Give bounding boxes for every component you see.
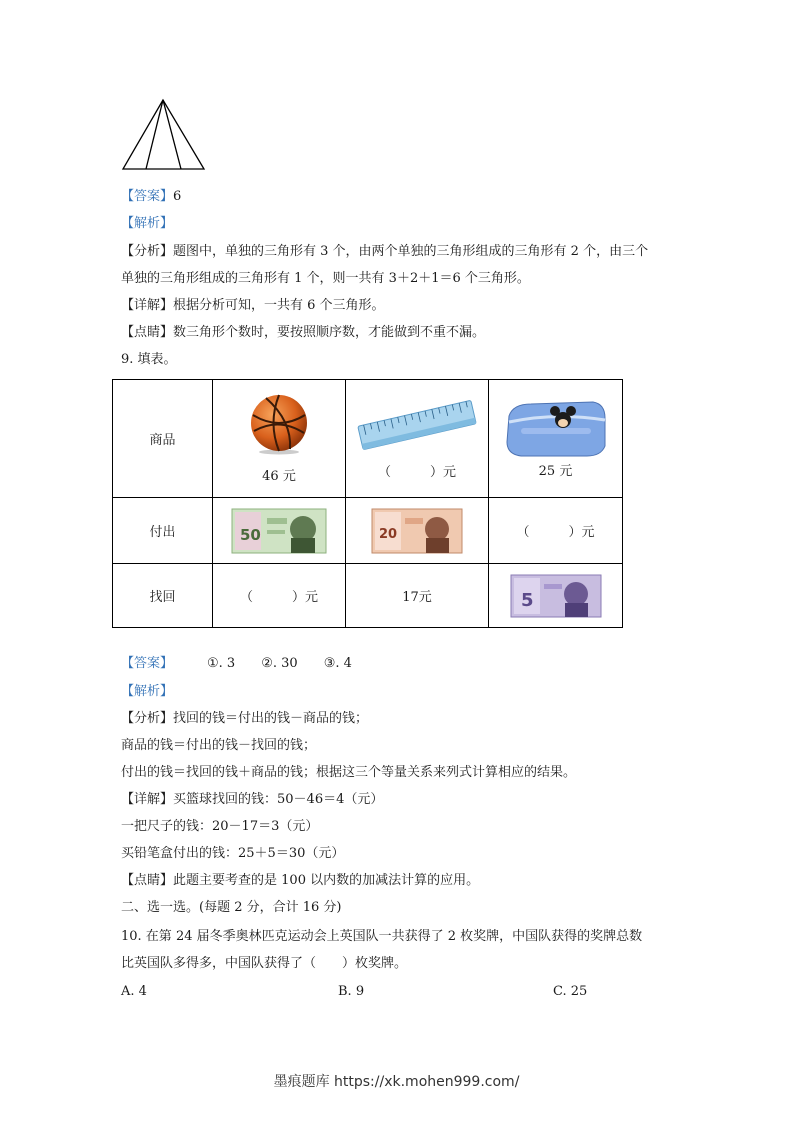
q8-answer: 【答案】6: [121, 189, 182, 204]
pencil-case-image: [501, 398, 611, 458]
cell-paid-50: [213, 498, 346, 564]
banknote-5-image: [510, 574, 602, 618]
q10-option-a[interactable]: A. 4: [121, 984, 147, 999]
footer-watermark: 墨痕题库 https://xk.mohen999.com/: [273, 1074, 520, 1090]
q8-detail: 【详解】根据分析可知，一共有 6 个三角形。: [121, 298, 385, 313]
answer-2: ②. 30: [261, 656, 298, 671]
banknote-50-image: [231, 508, 327, 554]
cell-change-17: 17元: [346, 564, 489, 628]
cell-paid-20: [346, 498, 489, 564]
q9-answer: [121, 655, 352, 673]
cell-paid-blank: （ ）元: [489, 498, 623, 564]
cell-basketball: [213, 380, 346, 498]
q9-detail-line-3: 买铅笔盒付出的钱：25＋5＝30（元）: [121, 846, 345, 861]
q10-text-line-2: 比英国队多得多，中国队获得了（ ）枚奖牌。: [121, 956, 408, 971]
answer-tag: 【答案】: [121, 656, 174, 671]
q8-tip: 【点睛】数三角形个数时，要按照顺序数，才能做到不重不漏。: [121, 325, 486, 340]
cell-pencil-case: [489, 380, 623, 498]
row-label-goods: 商品: [113, 380, 213, 498]
cell-ruler: [346, 380, 489, 498]
banknote-20-image: [371, 508, 463, 554]
q8-analysis-line-1: 【分析】题图中，单独的三角形有 3 个，由两个单独的三角形组成的三角形有 2 个，由三个: [121, 244, 649, 259]
q8-analysis-tag: 【解析】: [121, 216, 174, 231]
price-ruler: （ ）元: [377, 465, 456, 480]
q8-analysis-line-2: 单独的三角形组成的三角形有 1 个，则一共有 3＋2＋1＝6 个三角形。: [121, 271, 530, 286]
triangle-figure: [121, 98, 207, 172]
cell-change-5: [489, 564, 623, 628]
q9-analysis-line-1: 【分析】找回的钱＝付出的钱－商品的钱；: [121, 711, 369, 726]
basketball-image: [248, 393, 310, 455]
q10-option-b[interactable]: B. 9: [338, 984, 365, 999]
price-basketball: 46 元: [262, 469, 296, 484]
row-label-paid: 付出: [113, 498, 213, 564]
q10-option-c[interactable]: C. 25: [553, 984, 588, 999]
banknote-50-label: 50: [240, 525, 261, 544]
q9-detail-line-2: 一把尺子的钱：20－17＝3（元）: [121, 819, 319, 834]
section-2-title: 二、选一选。(每题 2 分，合计 16 分): [121, 900, 342, 915]
cell-change-blank: （ ）元: [213, 564, 346, 628]
price-pencil-case: 25 元: [538, 464, 573, 479]
answer-3: ③. 4: [323, 656, 352, 671]
q9-analysis-line-3: 付出的钱＝找回的钱＋商品的钱；根据这三个等量关系来列式计算相应的结果。: [121, 765, 577, 780]
q9-detail-line-1: 【详解】买篮球找回的钱：50－46＝4（元）: [121, 792, 384, 807]
q9-tip: 【点睛】此题主要考查的是 100 以内数的加减法计算的应用。: [121, 873, 480, 888]
answer-1: ①. 3: [207, 656, 236, 671]
banknote-20-label: 20: [379, 526, 398, 542]
q9-analysis-line-2: 商品的钱＝付出的钱－找回的钱；: [121, 738, 317, 753]
answer-tag: 【答案】: [121, 189, 174, 204]
fill-table: [112, 379, 623, 628]
row-label-change: 找回: [113, 564, 213, 628]
q9-title: 9. 填表。: [121, 352, 177, 367]
banknote-5-label: 5: [520, 589, 534, 611]
q10-text-line-1: 10. 在第 24 届冬季奥林匹克运动会上英国队一共获得了 2 枚奖牌，中国队获得的奖牌总数: [121, 929, 643, 944]
ruler-image: [355, 397, 479, 453]
q9-analysis-tag: 【解析】: [121, 684, 174, 699]
